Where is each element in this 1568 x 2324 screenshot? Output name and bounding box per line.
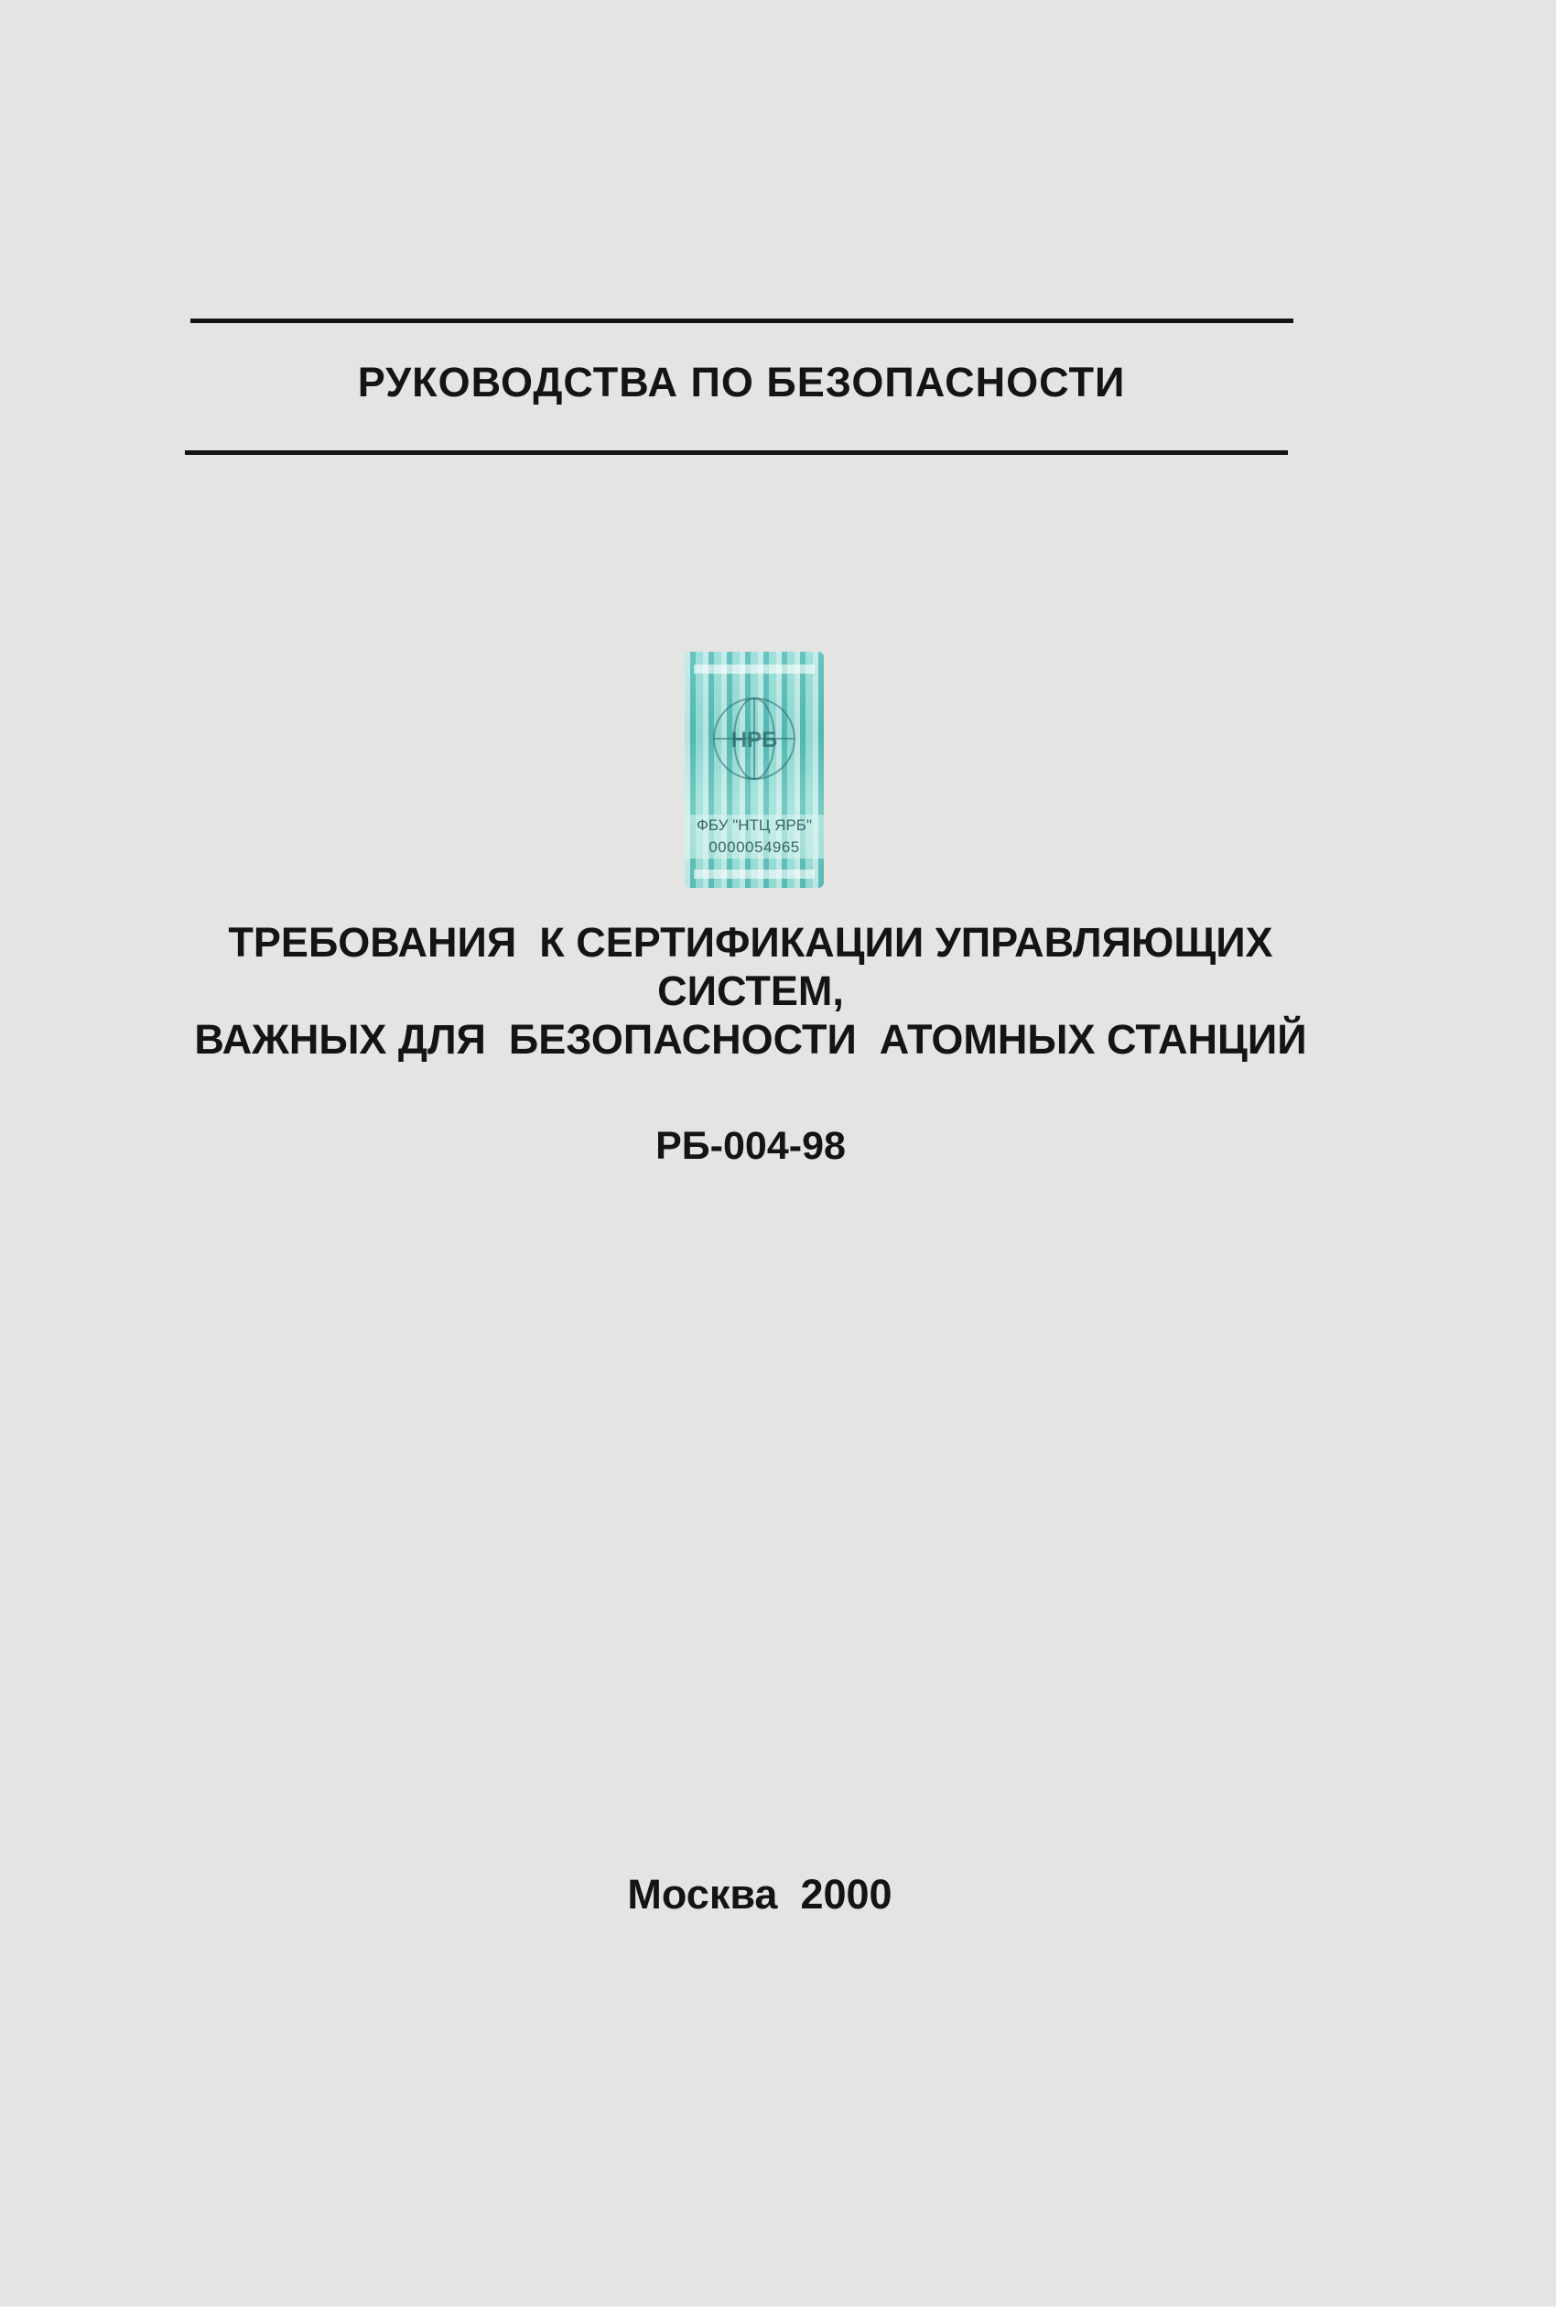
document-title-line-3: ВАЖНЫХ ДЛЯ БЕЗОПАСНОСТИ АТОМНЫХ СТАНЦИЙ xyxy=(194,1016,1307,1063)
document-title-line-2: СИСТЕМ, xyxy=(657,967,844,1014)
document-title xyxy=(0,918,1501,1064)
hologram-sticker xyxy=(685,652,824,888)
imprint-city-year: Москва 2000 xyxy=(627,1871,892,1918)
document-title-line-1: ТРЕБОВАНИЯ К СЕРТИФИКАЦИИ УПРАВЛЯЮЩИХ xyxy=(228,919,1273,966)
hologram-organization: ФБУ "НТЦ ЯРБ" xyxy=(685,815,824,837)
hologram-emblem: НРБ xyxy=(730,728,778,752)
document-code: РБ-004-98 xyxy=(655,1124,846,1168)
top-rule xyxy=(190,319,1293,323)
hologram-serial-number: 0000054965 xyxy=(685,837,824,859)
series-title: РУКОВОДСТВА ПО БЕЗОПАСНОСТИ xyxy=(357,359,1126,405)
bottom-rule xyxy=(185,450,1288,455)
